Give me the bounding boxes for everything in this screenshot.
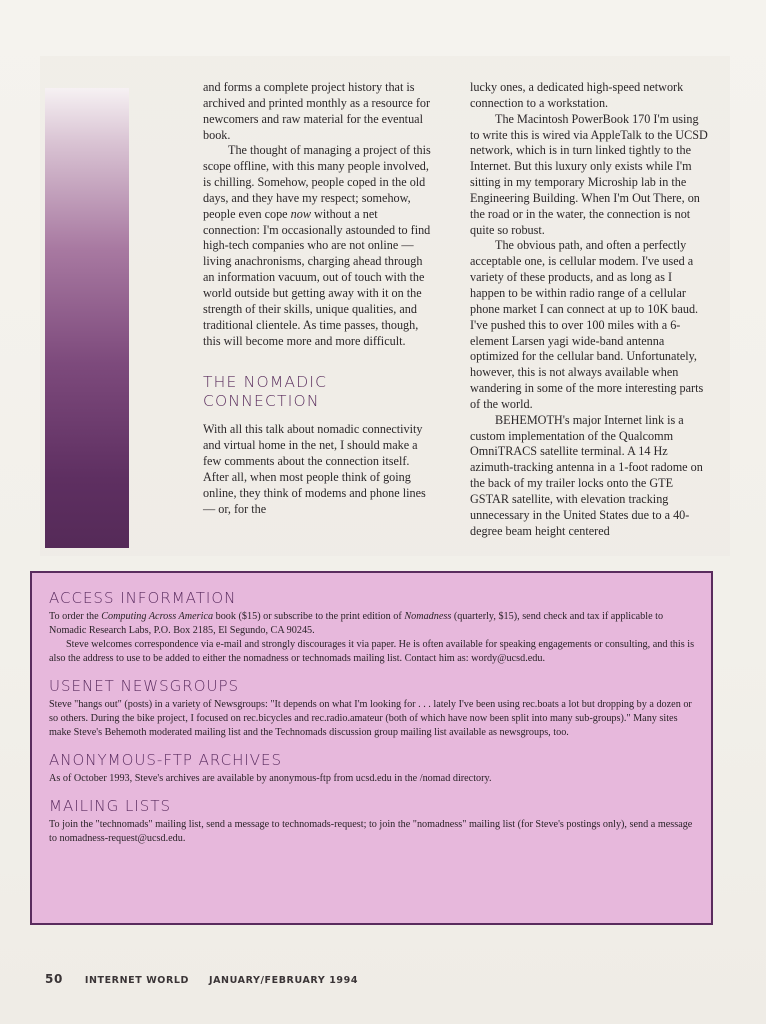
access-paragraph: Steve welcomes correspondence via e-mail and strongly discourages it via paper. He is often available for speaking engagements or consulting, and this is also the address to use to be added to either the nomadness or technomads mailing list. Contact him as: wordy@ucsd.edu. <box>49 639 695 664</box>
text: (quarterly, $15), send check and tax if applicable to Nomadic Research Labs, P.O. Box 2185, El Segundo, CA 90245. <box>49 611 664 636</box>
section-heading <box>203 373 435 411</box>
access-information-box <box>30 571 713 925</box>
mailing-paragraph: To join the "technomads" mailing list, send a message to technomads-request; to join the "nomadness" mailing list (for Steve's postings only), send a message to nomadness-request@ucsd.edu. <box>49 819 693 844</box>
paragraph: BEHEMOTH's major Internet link is a custom implementation of the Qualcomm OmniTRACS satellite terminal. A 14 Hz azimuth-tracking antenna in a 1-foot radome on the back of my trailer locks onto the GTE GSTAR satellite, with elevation tracking unnecessary in the United States due to a 40-degree beam height centered <box>470 412 703 538</box>
paragraph: lucky ones, a dedicated high-speed network connection to a workstation. <box>470 80 684 110</box>
purple-gradient-bar <box>45 88 129 548</box>
text: To order the <box>49 611 102 622</box>
paragraph: The Macintosh PowerBook 170 I'm using to write this is wired via AppleTalk to the UCSD network, which is in turn linked tightly to the Internet. But this luxury only exists while I'm sitting in my temporary Microship lab in the Engineering Building. When I'm Out There, on the road or in the water, the connection is not quite so robust. <box>470 111 708 237</box>
access-section <box>49 588 695 666</box>
usenet-paragraph: Steve "hangs out" (posts) in a variety of Newsgroups: "It depends on what I'm looking for . . . lately I've been using rec.boats a lot but dropping by a dozen or so others. During the bike project, I focused on rec.bicycles and rec.radio.amateur (both of which have now been split into many sub-groups)." Many sites make Steve's Behemoth moderated mailing list and the Technomads discussion group mailing list available as newsgroups, too. <box>49 699 692 738</box>
article-column-left <box>203 80 435 517</box>
issue-date: JANUARY/FEBRUARY 1994 <box>208 975 359 986</box>
ftp-paragraph: As of October 1993, Steve's archives are available by anonymous-ftp from ucsd.edu in the /nomad directory. <box>49 773 492 784</box>
paragraph: and forms a complete project history that is archived and printed monthly as a resource for newcomers and raw material for the eventual book. <box>203 80 431 142</box>
book-title: Computing Across America <box>101 611 214 622</box>
usenet-section <box>49 676 695 740</box>
paragraph-text: The thought of managing a project of this scope offline, with this many people involved, is chilling. Somehow, people coped in the old days, and they have my respect; somehow, people even cope <box>203 143 431 221</box>
heading-line: CONNECTION <box>203 392 320 411</box>
page-footer <box>45 972 358 986</box>
emphasis-word: now <box>290 206 311 221</box>
usenet-title: USENET NEWSGROUPS <box>49 677 240 695</box>
paragraph <box>203 143 435 349</box>
heading-line: THE NOMADIC <box>203 373 328 392</box>
ftp-title: ANONYMOUS-FTP ARCHIVES <box>49 751 283 769</box>
mailing-section <box>49 796 695 846</box>
page-number: 50 <box>45 972 63 986</box>
article-column-right <box>470 80 710 539</box>
paragraph-text: without a net connection: I'm occasionally astounded to find high-tech companies who are not online — living anachronisms, charging ahead through an information vacuum, out of touch with the world outside but getting away with it on the strength of their skills, unique qualities, and traditional clientele. As time passes, though, this will become more and more difficult. <box>203 206 431 348</box>
paragraph: The obvious path, and often a perfectly acceptable one, is cellular modem. I've used a variety of these products, and as long as I happen to be within radio range of a cellular phone market I can connect at up to 10K baud. I've pushed this to over 100 miles with a 6-element Larsen yagi wide-band antenna optimized for the cellular band. Unfortunately, however, this is not always available when wandering in some of the more interesting parts of the world. <box>470 238 704 411</box>
magazine-name: INTERNET WORLD <box>84 975 190 986</box>
text: book ($15) or subscribe to the print edition of <box>213 611 405 622</box>
ftp-section <box>49 750 695 786</box>
paragraph: With all this talk about nomadic connectivity and virtual home in the net, I should make a few comments about the connection itself. After all, when most people think of going online, they think of modems and phone lines — or, for the <box>203 422 426 516</box>
mailing-title: MAILING LISTS <box>49 797 172 815</box>
access-paragraph <box>49 610 695 638</box>
access-title: ACCESS INFORMATION <box>49 589 237 607</box>
newsletter-title: Nomadness <box>404 611 452 622</box>
